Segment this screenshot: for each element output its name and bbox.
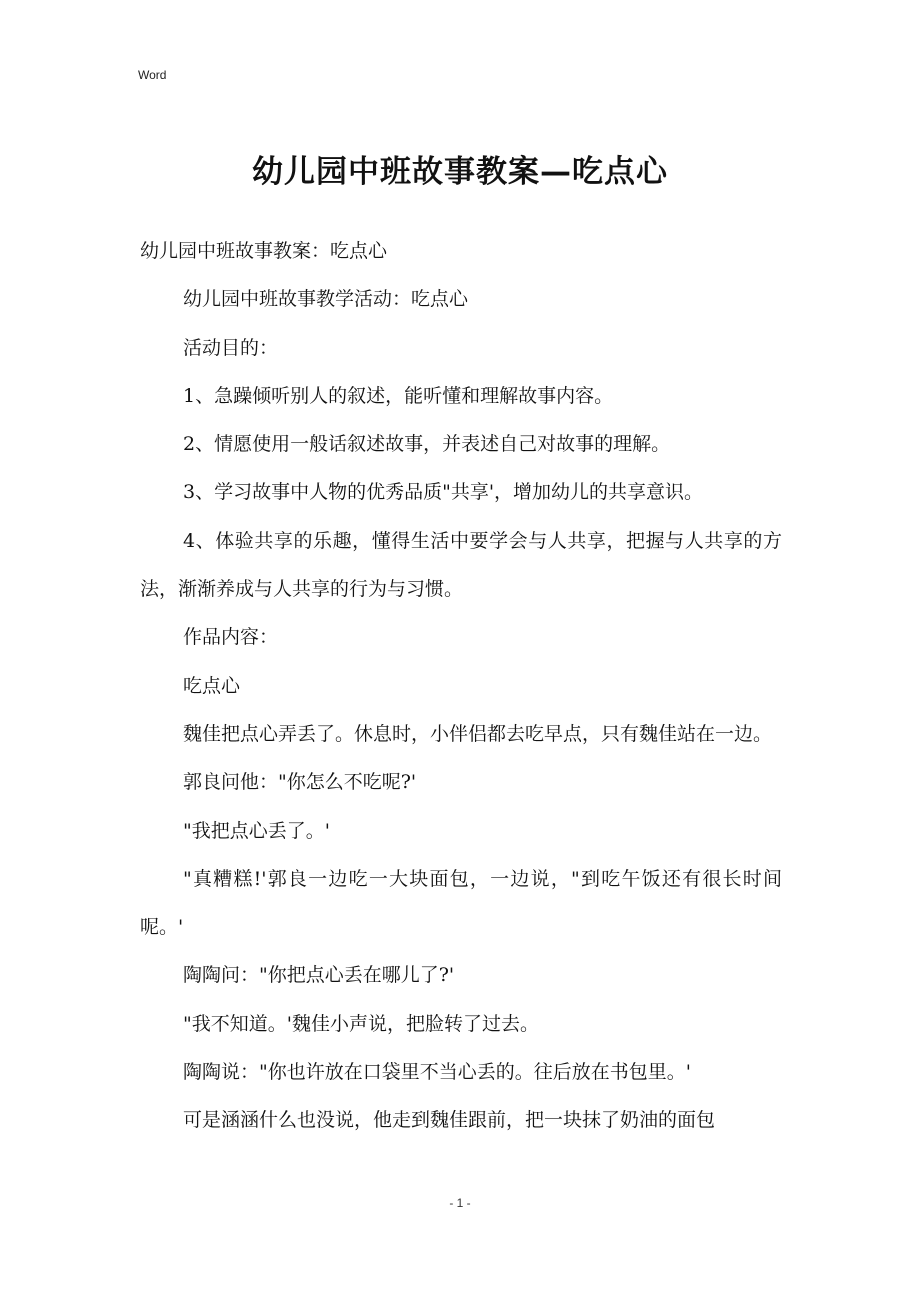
paragraph: 活动目的：	[183, 336, 279, 359]
paragraph: 陶陶问："你把点心丢在哪儿了?'	[183, 964, 455, 987]
paragraph: 2、情愿使用一般话叙述故事，并表述自己对故事的理解。	[183, 433, 671, 456]
header-label: Word	[138, 68, 167, 82]
paragraph: 陶陶说："你也许放在口袋里不当心丢的。往后放在书包里。'	[183, 1061, 691, 1084]
page-number: - 1 -	[449, 1196, 471, 1210]
paragraph: 幼儿园中班故事教学活动：吃点心	[183, 288, 469, 311]
document-title: 幼儿园中班故事教案—吃点心	[252, 154, 668, 190]
paragraph: 郭良问他："你怎么不吃呢?'	[183, 771, 417, 794]
paragraph: 作品内容：	[183, 626, 279, 649]
document-body	[140, 227, 782, 1145]
paragraph: 魏佳把点心弄丢了。休息时，小伴侣都去吃早点，只有魏佳站在一边。	[183, 722, 773, 745]
paragraph: "真糟糕!'郭良一边吃一大块面包，一边说，"到吃午饭还有很长时间呢。'	[140, 867, 782, 939]
paragraph: 幼儿园中班故事教案：吃点心	[140, 240, 388, 262]
paragraph: 1、急躁倾听别人的叙述，能听懂和理解故事内容。	[183, 384, 614, 407]
paragraph: 3、学习故事中人物的优秀品质"共享'，增加幼儿的共享意识。	[183, 481, 704, 504]
paragraph: 4、体验共享的乐趣，懂得生活中要学会与人共享，把握与人共享的方法，渐渐养成与人共享的行为与习惯。	[140, 529, 782, 601]
paragraph: "我不知道。'魏佳小声说，把脸转了过去。	[183, 1012, 539, 1035]
paragraph: 吃点心	[183, 674, 241, 697]
paragraph: "我把点心丢了。'	[183, 819, 330, 842]
paragraph: 可是涵涵什么也没说，他走到魏佳跟前，把一块抹了奶油的面包	[183, 1109, 716, 1132]
